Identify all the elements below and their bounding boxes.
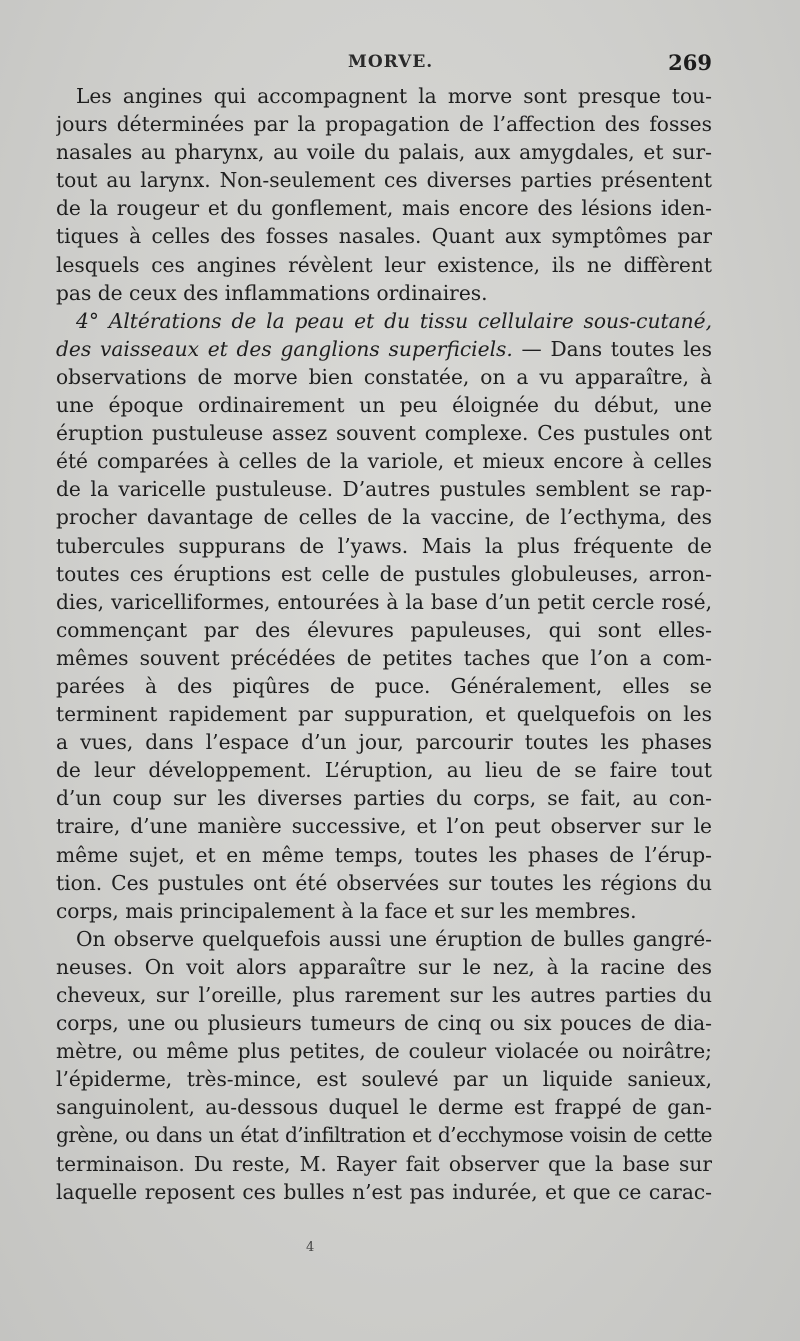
text-line: neuses. On voit alors apparaître sur le nez, à la racine des <box>56 954 712 979</box>
text-line: nasales au pharynx, au voile du palais, aux amygdales, et sur- <box>56 140 712 165</box>
text-line: cheveux, sur l’oreille, plus rarement sur les autres parties du <box>56 983 712 1007</box>
text-line: jours déterminées par la propagation de l’affection des fosses <box>56 112 712 137</box>
section-heading: 4° Altérations de la peau et du tissu cellulaire sous-cutané, <box>76 308 712 333</box>
text-line: tubercules suppurans de l’yaws. Mais la plus fréquente de <box>56 533 712 558</box>
text-line: toutes ces éruptions est celle de pustules globuleuses, arron- <box>56 561 712 586</box>
paragraph-alterations-peau <box>56 307 712 925</box>
text-line: parées à des piqûres de puce. Généralement, elles se <box>56 673 712 698</box>
text-line: procher davantage de celles de la vaccine, de l’ecthyma, des <box>56 505 712 530</box>
paragraph-bulles-gangreneuses <box>56 925 712 1206</box>
text-line: d’un coup sur les diverses parties du corps, se fait, au con- <box>56 786 712 811</box>
text-line: Les angines qui accompagnent la morve sont presque tou- <box>76 84 712 108</box>
text-line: dies, varicelliformes, entourées à la base d’un petit cercle rosé, <box>56 589 712 614</box>
text-line: tion. Ces pustules ont été observées sur toutes les régions du <box>56 870 712 895</box>
text-line: une époque ordinairement un peu éloignée du début, une <box>56 393 712 418</box>
text-line: laquelle reposent ces bulles n’est pas indurée, et que ce carac- <box>56 1179 712 1204</box>
text-line: éruption pustuleuse assez souvent complexe. Ces pustules ont <box>56 421 712 446</box>
text-line: mêmes souvent précédées de petites taches que l’on a com- <box>56 645 712 670</box>
text-line: corps, une ou plusieurs tumeurs de cinq ou six pouces de dia- <box>56 1011 712 1036</box>
signature-mark: 4 <box>306 1240 315 1255</box>
section-heading-continued <box>56 335 712 363</box>
text-line: tiques à celles des fosses nasales. Quant aux symptômes par <box>56 224 712 249</box>
text-line: corps, mais principalement à la face et sur les membres. <box>56 898 637 923</box>
text-line: a vues, dans l’espace d’un jour, parcourir toutes les phases <box>56 730 712 755</box>
section-heading-rest: — Dans toutes les <box>512 336 712 361</box>
text-line: terminaison. Du reste, M. Rayer fait observer que la base sur <box>56 1151 712 1176</box>
running-title: MORVE. <box>348 52 434 72</box>
text-line: de la rougeur et du gonflement, mais encore des lésions iden- <box>56 196 712 221</box>
text-line: même sujet, et en même temps, toutes les phases de l’érup- <box>56 842 712 867</box>
paragraph-angines <box>56 82 712 307</box>
text-line: terminent rapidement par suppuration, et quelquefois on les <box>56 702 712 727</box>
text-line: traire, d’une manière successive, et l’on peut observer sur le <box>56 814 712 839</box>
text-line: mètre, ou même plus petites, de couleur violacée ou noirâtre; <box>56 1039 712 1064</box>
text-line: sanguinolent, au-dessous duquel le derme est frappé de gan- <box>56 1095 712 1120</box>
text-line: l’épiderme, très-mince, est soulevé par un liquide sanieux, <box>56 1067 712 1092</box>
body-text <box>56 82 712 1206</box>
text-line: lesquels ces angines révèlent leur existence, ils ne diffèrent <box>56 252 712 277</box>
section-heading-italic: des vaisseaux et des ganglions superficiels. <box>56 336 513 361</box>
page-header <box>58 50 712 80</box>
text-line: On observe quelquefois aussi une éruption de bulles gangré- <box>76 926 712 951</box>
text-line: pas de ceux des inflammations ordinaires. <box>56 280 488 305</box>
text-line: observations de morve bien constatée, on a vu apparaître, à <box>56 364 712 389</box>
page-number: 269 <box>668 50 712 75</box>
text-line: de leur développement. L’éruption, au lieu de se faire tout <box>56 758 712 783</box>
text-line: de la varicelle pustuleuse. D’autres pustules semblent se rap- <box>56 477 712 502</box>
text-line: commençant par des élevures papuleuses, qui sont elles- <box>56 617 712 642</box>
text-line: grène, ou dans un état d’infiltration et d’ecchymose voisin de cette <box>56 1123 712 1148</box>
text-line: tout au larynx. Non-seulement ces diverses parties présentent <box>56 168 712 193</box>
text-line: été comparées à celles de la variole, et mieux encore à celles <box>56 449 712 474</box>
